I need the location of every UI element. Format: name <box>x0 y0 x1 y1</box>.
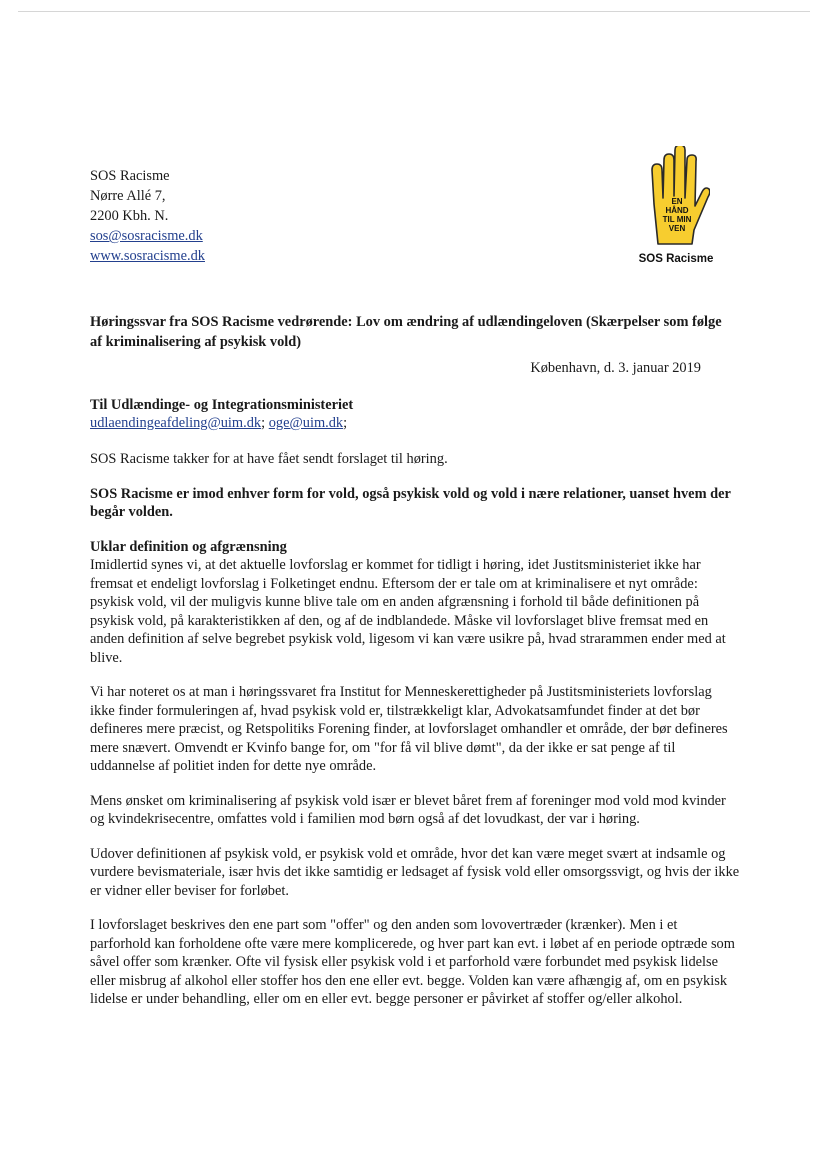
body-paragraph-5: I lovforslaget beskrives den ene part som "offer" og den anden som lovovertræder (krænker). Men i et parforhold kan forholdene ofte være mere komplicerede, og hver part kan evt. i løbet af en periode optræde som såvel offer som krænker. Ofte vil fysisk eller psykisk vold i et parforhold være forbundet med psykisk lidelse eller misbrug af alkohol eller stoffer hos den ene eller evt. begge. Volden kan være afhængig af, om en psykisk lidelse er under behandling, eller om en eller evt. begge personer er påvirket af stoffer og/eller alkohol. <box>90 917 735 1007</box>
sender-address-block <box>90 166 205 266</box>
body-paragraph-3: Mens ønsket om kriminalisering af psykisk vold især er blevet båret frem af foreninger mod vold mod kvinder og kvindekrisecentre, omfattes vold i familien mod børn også af det lovudkast, der var i høring. <box>90 792 726 827</box>
recipient-email-separator: ; <box>261 415 266 431</box>
recipient-block <box>90 396 353 432</box>
recipient-title: Til Udlændinge- og Integrationsministeriet <box>90 397 354 413</box>
sender-website-link[interactable]: www.sosracisme.dk <box>90 248 205 264</box>
letter-body <box>90 450 740 1025</box>
letter-date: København, d. 3. januar 2019 <box>530 360 701 376</box>
recipient-email-2-link[interactable]: oge@uim.dk <box>268 415 344 431</box>
body-paragraph-2: Vi har noteret os at man i høringssvaret fra Institut for Menneskerettigheder på Justitsministeriets lovforslag ikke finder formuleringen af, hvad psykisk vold er, tilstrækkeligt klar, Advokatsamfundet finder at det bør defineres mere præcist, og Retspolitiks Forening finder, at lovforslaget omhandler et område, der bør defineres mere snævert. Omvendt er Kvinfo bange for, om "for få vil blive dømt", da der ikke er sat penge af til uddannelse af politiet inden for dette nye område. <box>90 684 728 774</box>
page-top-rule <box>18 11 810 12</box>
subject-heading: Høringssvar fra SOS Racisme vedrørende: Lov om ændring af udlændingeloven (Skærpelser som følge af kriminalisering af psykisk vold) <box>90 314 722 350</box>
body-paragraph-4: Udover definitionen af psykisk vold, er psykisk vold et område, hvor det kan være meget svært at indsamle og vurdere bevismateriale, især hvis det ikke samtidig er ledsaget af fysisk vold eller omsorgssvigt, og hvis der ikke er vidner eller beviser for forløbet. <box>90 845 740 899</box>
raised-hand-icon <box>644 146 710 252</box>
logo-caption: SOS Racisme <box>638 253 714 265</box>
recipient-trailing-separator: ; <box>343 415 348 431</box>
body-paragraph-1: Imidlertid synes vi, at det aktuelle lovforslag er kommet for tidligt i høring, idet Justitsministeriet ikke har fremsat et endeligt lovforslag i Folketinget endnu. Eftersom der er tale om at kriminalisere et nyt område: psykisk vold, vil der muligvis kunne blive tale om en anden afgrænsning i forhold til både definitionen på psykisk vold, på karakteristikken af den, og af de indblandede. Måske vil lovforslaget blive fremsat med en anden definition af selve begrebet psykisk vold, ligesom vi kan være usikre på, hvad strarammen ender med at blive. <box>90 557 726 666</box>
hand-text-line-1: EN <box>671 197 683 206</box>
recipient-email-1-link[interactable]: udlaendingeafdeling@uim.dk <box>90 415 262 431</box>
intro-paragraph: SOS Racisme takker for at have fået sendt forslaget til høring. <box>90 451 448 467</box>
hand-text-line-3: TIL MIN <box>662 215 692 224</box>
section-heading: Uklar definition og afgrænsning <box>90 538 287 555</box>
sender-org: SOS Racisme <box>90 168 170 184</box>
hand-text-line-2: HÅND <box>665 206 689 215</box>
sender-street: Nørre Allé 7, <box>90 188 166 204</box>
stance-paragraph: SOS Racisme er imod enhver form for vold, også psykisk vold og vold i nære relationer, uanset hvem der begår volden. <box>90 485 731 520</box>
hand-text-line-4: VEN <box>668 224 686 233</box>
sender-city: 2200 Kbh. N. <box>90 208 169 224</box>
sender-email-link[interactable]: sos@sosracisme.dk <box>90 228 203 244</box>
sos-racisme-logo <box>628 146 724 268</box>
